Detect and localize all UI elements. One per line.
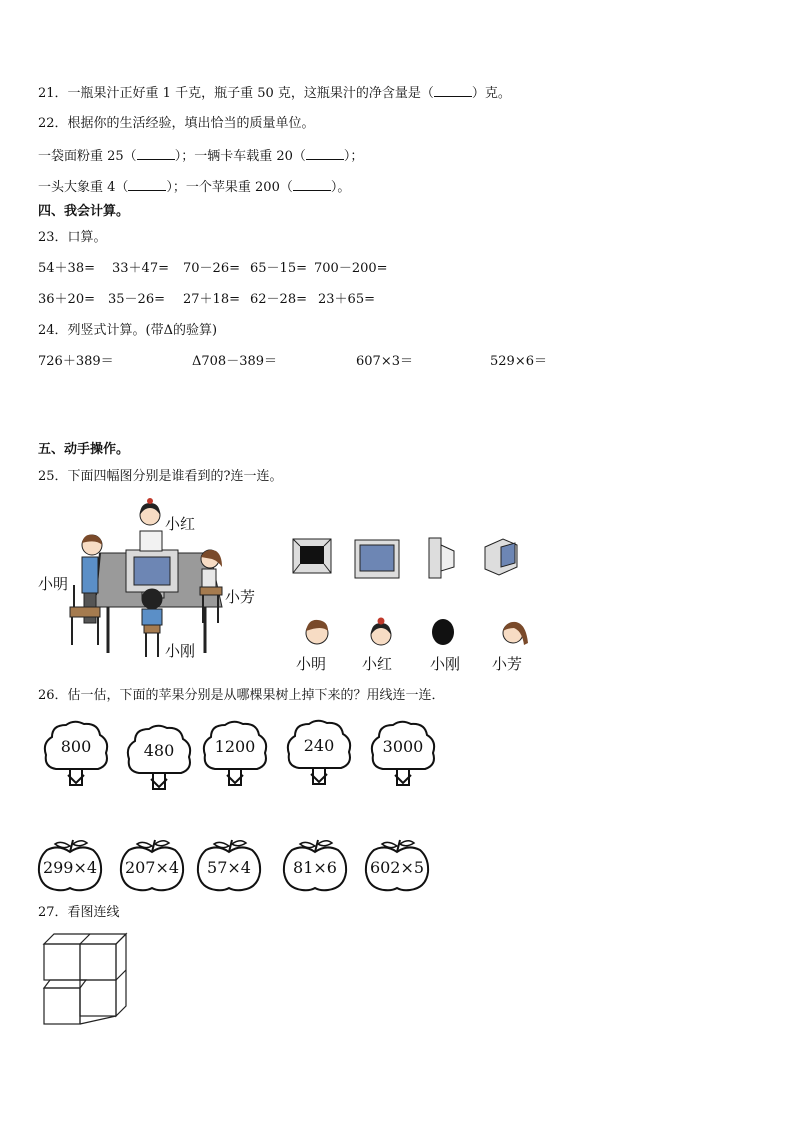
- question-21: [38, 84, 511, 102]
- q22-text: 一袋面粉重 25（: [38, 149, 137, 164]
- apple-item[interactable]: [364, 838, 430, 892]
- oral-calc-item: 65－15=: [250, 261, 307, 276]
- tree-number: 480: [143, 741, 175, 760]
- scene-name-xiaohong: 小红: [165, 515, 196, 533]
- question-26-title: 26．估一估，下面的苹果分别是从哪棵果树上掉下来的？用线连一连．: [38, 688, 445, 703]
- tree-number: 1200: [214, 737, 256, 756]
- question-22-title: 22．根据你的生活经验，填出恰当的质量单位。: [38, 116, 315, 131]
- q21-text-end: ）克。: [471, 86, 511, 101]
- tree-item[interactable]: [201, 719, 269, 791]
- q22-text: ）。: [330, 180, 351, 195]
- oral-calc-item: 62－28=: [250, 292, 307, 307]
- scene-name-xiaofang: 小芳: [225, 588, 256, 606]
- answer-blank[interactable]: [293, 178, 331, 191]
- computer-view-side-icon: [428, 537, 456, 579]
- apple-expression: 602×5: [369, 858, 425, 877]
- section-5-heading: 五、动手操作。: [38, 442, 130, 457]
- answer-blank[interactable]: [434, 84, 472, 97]
- tree-number: 240: [303, 736, 335, 755]
- oral-calc-item: 33＋47=: [112, 261, 169, 276]
- question-27-title: 27．看图连线: [38, 905, 120, 920]
- vertical-calc-item: Δ708－389＝: [192, 354, 278, 369]
- apple-expression: 299×4: [42, 858, 98, 877]
- apple-expression: 207×4: [124, 858, 180, 877]
- apple-item[interactable]: [282, 838, 348, 892]
- oral-calc-item: 700－200=: [314, 261, 388, 276]
- oral-calc-item: 35－26=: [108, 292, 165, 307]
- tree-number: 800: [60, 737, 92, 756]
- oral-calc-item: 54＋38=: [38, 261, 95, 276]
- tree-item[interactable]: [369, 719, 437, 791]
- cube-stack-figure: [40, 932, 130, 1028]
- answer-blank[interactable]: [137, 147, 175, 160]
- oral-calc-item: 36＋20=: [38, 292, 95, 307]
- answer-blank[interactable]: [306, 147, 344, 160]
- question-25-title: 25．下面四幅图分别是谁看到的?连一连。: [38, 469, 283, 484]
- oral-calc-item: 27＋18=: [183, 292, 240, 307]
- bottom-name-xiaogang: 小刚: [430, 655, 461, 673]
- oral-calc-item: 70－26=: [183, 261, 240, 276]
- q21-text: 21．一瓶果汁正好重 1 千克，瓶子重 50 克，这瓶果汁的净含量是（: [38, 86, 434, 101]
- tree-number: 3000: [382, 737, 424, 756]
- q22-text: ）；一辆卡车载重 20（: [174, 149, 306, 164]
- tree-item[interactable]: [42, 719, 110, 791]
- tree-item[interactable]: [125, 723, 193, 795]
- vertical-calc-item: 726＋389＝: [38, 354, 114, 369]
- question-22-line-1: [38, 147, 363, 165]
- computer-view-angle-icon: [483, 537, 519, 577]
- apple-item[interactable]: [196, 838, 262, 892]
- question-22-line-2: [38, 178, 350, 196]
- bottom-name-xiaohong: 小红: [362, 655, 393, 673]
- q22-text: 一头大象重 4（: [38, 180, 129, 195]
- answer-blank[interactable]: [128, 178, 166, 191]
- q22-text: ）；一个苹果重 200（: [166, 180, 293, 195]
- vertical-calc-item: 607×3＝: [356, 354, 413, 369]
- apple-item[interactable]: [119, 838, 185, 892]
- q22-text: ）；: [343, 149, 364, 164]
- oral-calc-item: 23＋65=: [318, 292, 375, 307]
- computer-view-back-icon: [292, 537, 332, 577]
- tree-item[interactable]: [285, 718, 353, 790]
- section-4-heading: 四、我会计算。: [38, 204, 130, 219]
- question-24-title: 24．列竖式计算。(带Δ的验算): [38, 323, 218, 338]
- child-head-xiaoming-icon: [304, 617, 330, 647]
- apple-expression: 81×6: [293, 858, 337, 877]
- computer-view-front-icon: [354, 539, 400, 581]
- vertical-calc-item: 529×6＝: [490, 354, 547, 369]
- bottom-name-xiaofang: 小芳: [492, 655, 523, 673]
- question-23-title: 23．口算。: [38, 230, 107, 245]
- apple-item[interactable]: [37, 838, 103, 892]
- scene-name-xiaoming: 小明: [38, 575, 69, 593]
- child-head-xiaohong-icon: [368, 617, 394, 649]
- scene-name-xiaogang: 小刚: [165, 642, 196, 660]
- child-head-xiaofang-icon: [500, 617, 532, 649]
- child-head-xiaogang-icon: [430, 617, 456, 647]
- bottom-name-xiaoming: 小明: [296, 655, 327, 673]
- apple-expression: 57×4: [207, 858, 251, 877]
